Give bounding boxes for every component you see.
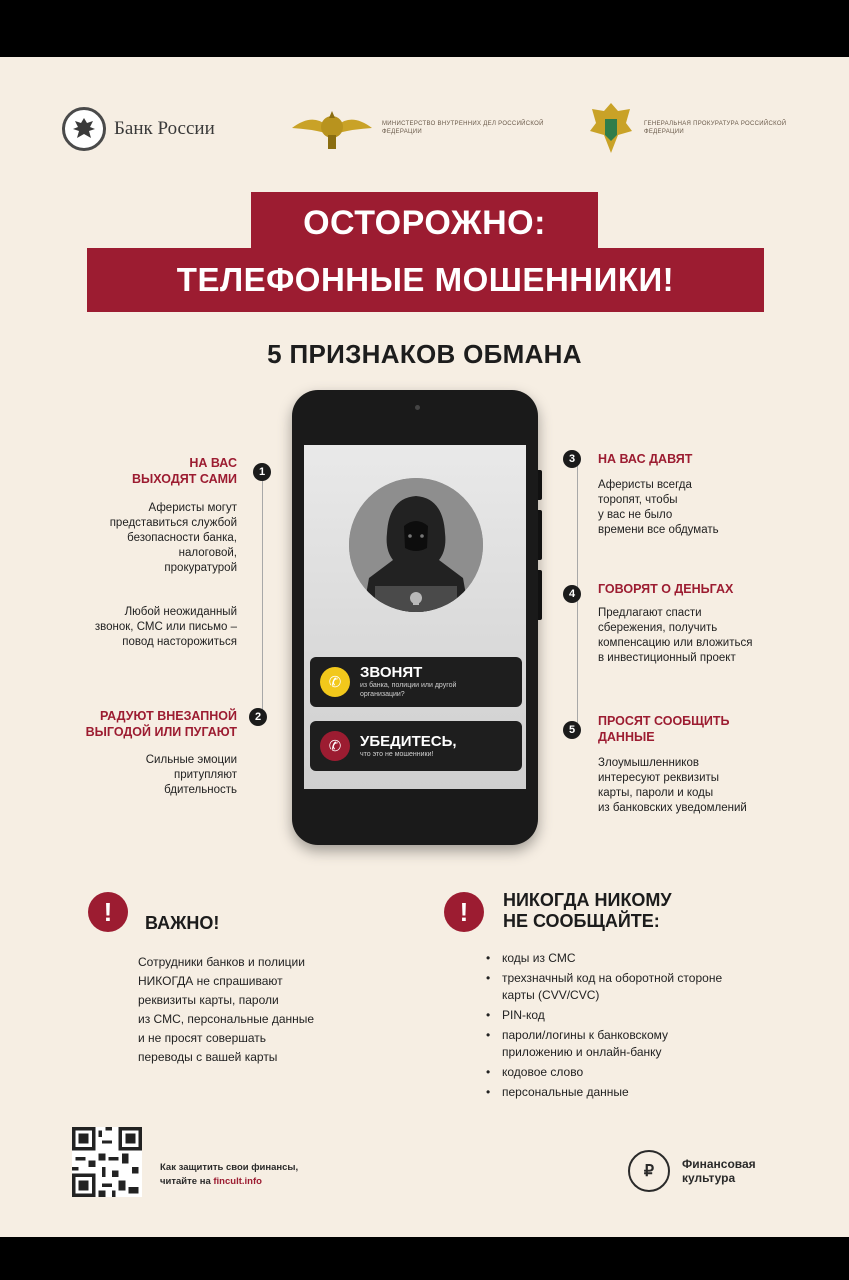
sign-3-body-line: торопят, чтобы — [598, 494, 678, 506]
sign-1-body-line: Аферисты могут — [148, 502, 237, 514]
qr-caption-line: читайте на — [160, 1176, 214, 1187]
check-subtitle: что это не мошенники! — [360, 750, 434, 758]
fin-logo-line: Финансовая — [682, 1157, 756, 1171]
sign-1-heading-line: ВЫХОДЯТ САМИ — [132, 472, 237, 486]
important-line: из СМС, персональные данные — [138, 1012, 315, 1026]
qr-caption-line: Как защитить свои финансы, — [160, 1162, 299, 1173]
title-line-1: ОСТОРОЖНО: — [251, 192, 598, 254]
important-line: реквизиты карты, пароли — [138, 993, 279, 1007]
sign-1-body — [110, 501, 237, 576]
prosecutor-name: ГЕНЕРАЛЬНАЯ ПРОКУРАТУРА РОССИЙСКОЙ ФЕДЕРАЦИИ — [644, 121, 787, 135]
sign-4-body-line: компенсацию или вложиться — [598, 637, 753, 649]
sign-3-body-line: у вас не было — [598, 509, 673, 521]
bank-name: Банк России — [114, 118, 215, 139]
sign-2-body-line: притупляют — [174, 769, 237, 781]
sign-4-body-line: в инвестиционный проект — [598, 652, 736, 664]
sign-5-heading-line: ПРОСЯТ СООБЩИТЬ — [598, 714, 730, 728]
sign-4-body-line: сбережения, получить — [598, 622, 718, 634]
never-list — [484, 950, 764, 1104]
list-item: • персональные данные — [484, 1084, 764, 1101]
list-item: • коды из СМС — [484, 950, 764, 967]
never-heading-line: НИКОГДА НИКОМУ — [503, 890, 672, 910]
sign-3-body-line: Аферисты всегда — [598, 479, 692, 491]
prosecutor-logo — [588, 101, 824, 155]
fin-logo-line: культура — [682, 1171, 736, 1185]
important-body — [138, 953, 378, 1067]
important-line: переводы с вашей карты — [138, 1050, 278, 1064]
qr-caption — [160, 1161, 298, 1189]
sign-4-body-line: Предлагают спасти — [598, 607, 702, 619]
sign-2-body-line: Сильные эмоции — [145, 754, 237, 766]
sign-1-body-line: звонок, СМС или письмо – — [94, 621, 237, 633]
sign-1-body-line: представиться службой — [109, 517, 237, 529]
left-connector-line — [262, 472, 263, 717]
important-heading: ВАЖНО! — [145, 913, 220, 933]
mvd-name: МИНИСТЕРСТВО ВНУТРЕННИХ ДЕЛ РОССИЙСКОЙ ФЕДЕРАЦИИ — [382, 121, 544, 135]
phone-illustration — [292, 390, 538, 845]
phone-answer-icon: ✆ — [320, 667, 350, 697]
never-heading-line: НЕ СООБЩАЙТЕ: — [503, 911, 660, 931]
sign-4-body — [598, 606, 752, 666]
fincult-link[interactable]: fincult.info — [213, 1176, 262, 1187]
call-incoming-bar — [310, 657, 522, 707]
sign-5-number: 5 — [563, 721, 581, 739]
sign-1-heading — [132, 455, 237, 487]
sign-4-heading: ГОВОРЯТ О ДЕНЬГАХ — [598, 582, 734, 596]
list-item: • PIN-код — [484, 1007, 764, 1024]
phone-side-button — [538, 510, 542, 560]
sign-1-number: 1 — [253, 463, 271, 481]
sign-3-heading: НА ВАС ДАВЯТ — [598, 452, 693, 466]
eagle-emblem-icon — [62, 107, 106, 151]
sign-2-body — [146, 753, 237, 798]
sign-2-body-line: бдительность — [164, 784, 237, 796]
sign-3-body-line: времени все обдумать — [598, 524, 719, 536]
important-line: и не просят совершать — [138, 1031, 267, 1045]
sign-1-body-line: Любой неожиданный — [124, 606, 237, 618]
check-title: УБЕДИТЕСЬ, — [360, 732, 457, 750]
call-title: ЗВОНЯТ — [360, 664, 423, 681]
sign-5-body — [598, 756, 747, 816]
sign-5-body-line: из банковских уведомлений — [598, 802, 747, 814]
list-item: • пароли/логины к банковскому приложению и онлайн-банку — [484, 1027, 734, 1061]
phone-hangup-icon: ✆ — [320, 731, 350, 761]
ruble-icon: ₽ — [628, 1150, 670, 1192]
important-line: Сотрудники банков и полиции — [138, 955, 305, 969]
bank-of-russia-logo — [62, 107, 215, 151]
mvd-emblem-icon — [292, 103, 372, 153]
mvd-logo — [292, 103, 562, 153]
phone-screen — [304, 445, 526, 789]
phone-camera — [415, 405, 420, 410]
sign-1-heading-line: НА ВАС — [189, 456, 237, 470]
poster — [0, 57, 849, 1237]
financial-culture-logo — [628, 1150, 782, 1192]
sign-2-heading-line: ВЫГОДОЙ ИЛИ ПУГАЮТ — [85, 725, 237, 739]
logo-row — [0, 107, 849, 167]
sign-2-heading-line: РАДУЮТ ВНЕЗАПНОЙ — [99, 709, 237, 723]
sign-5-heading — [598, 713, 730, 745]
list-item: • кодовое слово — [484, 1064, 764, 1081]
sign-4-number: 4 — [563, 585, 581, 603]
warning-icon: ! — [444, 892, 484, 932]
sign-2-number: 2 — [249, 708, 267, 726]
sign-5-body-line: карты, пароли и коды — [598, 787, 714, 799]
prosecutor-emblem-icon — [588, 101, 634, 155]
sign-5-heading-line: ДАННЫЕ — [598, 730, 655, 744]
qr-code[interactable] — [72, 1127, 142, 1197]
never-heading — [503, 890, 672, 932]
sign-1-body-line: безопасности банка, — [127, 532, 237, 544]
sign-1-body-line: налоговой, — [178, 547, 237, 559]
list-item: • трехзначный код на оборотной стороне карты (CVV/CVC) — [484, 970, 724, 1004]
sign-3-body — [598, 478, 719, 538]
important-line: НИКОГДА не спрашивают — [138, 974, 283, 988]
sign-5-body-line: Злоумышленников — [598, 757, 699, 769]
sign-1-body-line: прокуратурой — [164, 562, 237, 574]
sign-1-body-line: повод насторожиться — [122, 636, 237, 648]
call-subtitle: из банка, полиции или другой организации? — [360, 682, 457, 698]
sign-2-heading — [86, 708, 237, 740]
phone-side-button — [538, 470, 542, 500]
hooded-hacker-avatar-icon — [349, 478, 483, 612]
call-decline-bar — [310, 721, 522, 771]
sign-3-number: 3 — [563, 450, 581, 468]
phone-side-button — [538, 570, 542, 620]
sign-1-body-2 — [95, 605, 237, 650]
warning-icon: ! — [88, 892, 128, 932]
subtitle: 5 ПРИЗНАКОВ ОБМАНА — [267, 339, 582, 369]
sign-5-body-line: интересуют реквизиты — [598, 772, 720, 784]
title-line-2: ТЕЛЕФОННЫЕ МОШЕННИКИ! — [87, 248, 764, 312]
